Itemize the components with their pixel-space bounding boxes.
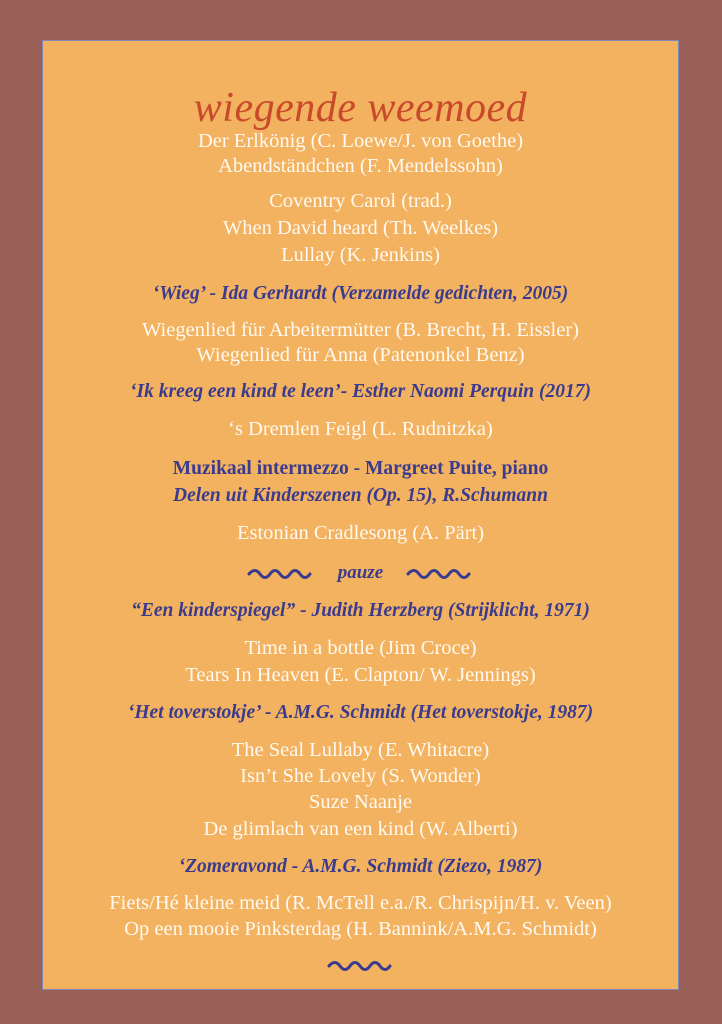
program-item: Der Erlkönig (C. Loewe/J. von Goethe) bbox=[197, 130, 524, 152]
program-item: Isn’t She Lovely (S. Wonder) bbox=[240, 765, 481, 787]
program-item: ‘s Dremlen Feigl (L. Rudnitzka) bbox=[228, 418, 493, 440]
wave-scroll-ornament-icon bbox=[327, 957, 395, 974]
wave-scroll-ornament-icon bbox=[247, 565, 320, 582]
program-item: De glimlach van een kind (W. Alberti) bbox=[203, 818, 518, 840]
program-item: The Seal Lullaby (E. Whitacre) bbox=[231, 739, 490, 761]
program-item: Op een mooie Pinksterdag (H. Bannink/A.M.G. Schmidt) bbox=[124, 918, 597, 940]
program-item: When David heard (Th. Weelkes) bbox=[222, 217, 499, 239]
intermezzo-line: Delen uit Kinderszenen (Op. 15), R.Schumann bbox=[173, 485, 548, 506]
intermezzo-line: Muzikaal intermezzo - Margreet Puite, piano bbox=[172, 458, 549, 479]
pause-divider bbox=[43, 562, 678, 583]
program-item: Wiegenlied für Anna (Patenonkel Benz) bbox=[196, 344, 525, 366]
program-item: Wiegenlied für Arbeitermütter (B. Brecht, H. Eissler) bbox=[142, 319, 579, 341]
program-item: Tears In Heaven (E. Clapton/ W. Jennings) bbox=[185, 664, 536, 686]
program-panel bbox=[42, 40, 679, 990]
program-item: Abendständchen (F. Mendelssohn) bbox=[218, 155, 503, 177]
program-item: Time in a bottle (Jim Croce) bbox=[244, 637, 477, 659]
poem-line: ‘Ik kreeg een kind te leen’- Esther Naomi Perquin (2017) bbox=[130, 381, 591, 402]
footer-ornament bbox=[43, 954, 678, 975]
program-item: Estonian Cradlesong (A. Pärt) bbox=[236, 522, 485, 544]
poem-line: ‘Het toverstokje’ - A.M.G. Schmidt (Het toverstokje, 1987) bbox=[127, 702, 594, 723]
program-item: Suze Naanje bbox=[308, 791, 413, 813]
poem-line: ‘Zomeravond - A.M.G. Schmidt (Ziezo, 1987) bbox=[178, 856, 543, 877]
pause-label: pauze bbox=[337, 562, 384, 583]
poem-line: “Een kinderspiegel” - Judith Herzberg (Strijklicht, 1971) bbox=[131, 600, 590, 621]
program-title: wiegende weemoed bbox=[193, 85, 528, 131]
poem-line: ‘Wieg’ - Ida Gerhardt (Verzamelde gedichten, 2005) bbox=[152, 283, 569, 304]
wave-scroll-ornament-icon bbox=[406, 565, 474, 582]
program-item: Lullay (K. Jenkins) bbox=[281, 244, 440, 266]
program-item: Coventry Carol (trad.) bbox=[269, 190, 452, 212]
program-item: Fiets/Hé kleine meid (R. McTell e.a./R. Chrispijn/H. v. Veen) bbox=[109, 892, 612, 914]
